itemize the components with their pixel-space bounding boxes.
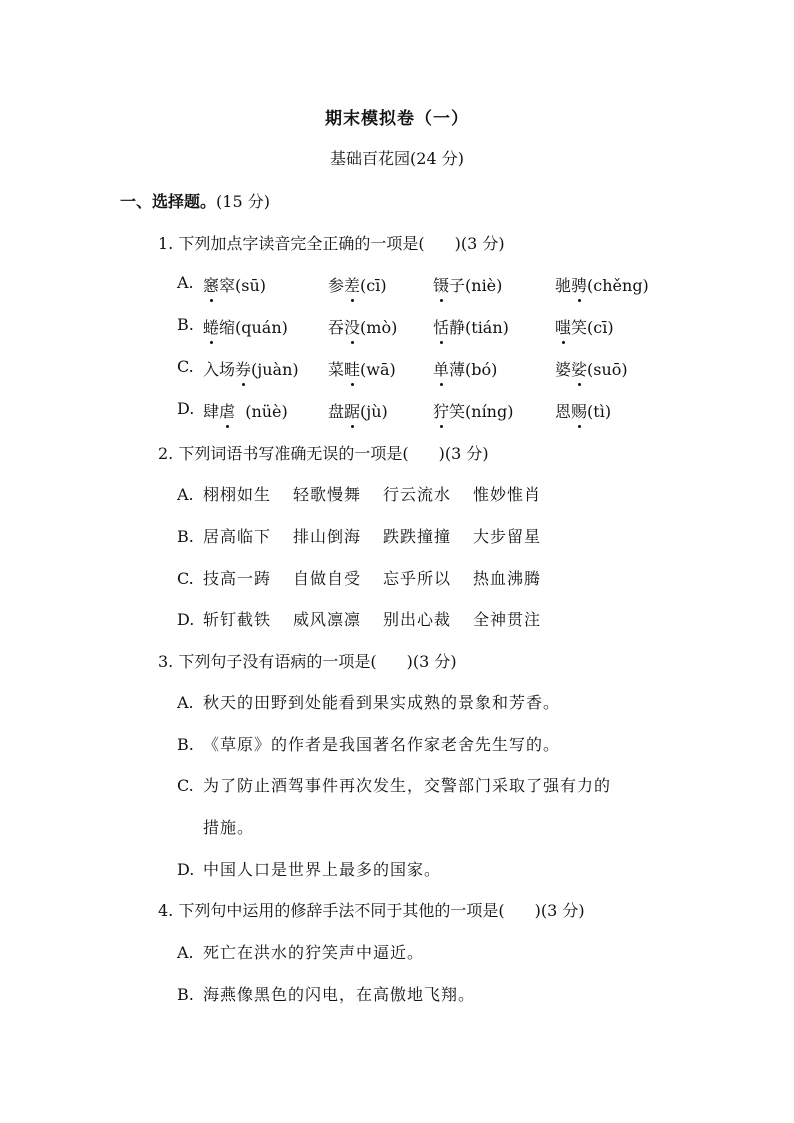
- word: 行云流水: [383, 485, 452, 504]
- q2-option-c[interactable]: C. 技高一踌 自做自受 忘乎所以 热血沸腾: [177, 566, 563, 589]
- q2-option-a[interactable]: A. 栩栩如生 轻歌慢舞 行云流水 惟妙惟肖: [177, 482, 563, 505]
- option-letter: B.: [177, 315, 194, 334]
- q1-c-item-1: 入场券(juàn): [203, 357, 299, 380]
- q1-d-item-4: 恩赐(tì): [555, 399, 611, 422]
- dotted-char: 娑: [571, 357, 587, 380]
- question-3-text: 3. 下列句子没有语病的一项是(: [158, 652, 377, 671]
- section-heading: [120, 189, 270, 212]
- dotted-char: 没: [344, 315, 360, 338]
- q1-d-item-2: 盘踞(jù): [328, 399, 388, 422]
- dotted-char: 嗤: [555, 315, 571, 338]
- word: 全神贯注: [473, 610, 542, 629]
- q2-option-b[interactable]: B. 居高临下 排山倒海 跌跌撞撞 大步留星: [177, 524, 563, 547]
- question-4-text: 4. 下列句中运用的修辞手法不同于其他的一项是(: [158, 901, 505, 920]
- question-1-score: )(3 分): [454, 234, 505, 253]
- section-label: 一、选择题。: [120, 192, 217, 211]
- q3-option-d[interactable]: D. 中国人口是世界上最多的国家。: [177, 860, 442, 879]
- option-letter: A.: [177, 273, 194, 292]
- word: 居高临下: [203, 527, 272, 546]
- q1-d-item-3: 狞笑(níng): [433, 399, 513, 422]
- q3-option-c[interactable]: C. 为了防止酒驾事件再次发生，交警部门采取了强有力的: [177, 776, 612, 795]
- word: 忘乎所以: [383, 569, 452, 588]
- option-text: 《草原》的作者是我国著名作家老舍先生写的。: [203, 735, 561, 754]
- dotted-char: 差: [344, 273, 360, 296]
- q3-option-c-continuation: 措施。: [203, 818, 255, 837]
- q1-option-b[interactable]: [177, 315, 203, 334]
- q1-b-item-4: 嗤笑(cī): [555, 315, 614, 338]
- word: 大步留星: [473, 527, 542, 546]
- q3-option-b[interactable]: B. 《草原》的作者是我国著名作家老舍先生写的。: [177, 735, 561, 754]
- word: 热血沸腾: [473, 569, 542, 588]
- option-text: 死亡在洪水的狞笑声中逼近。: [203, 943, 425, 962]
- question-1-text: 1. 下列加点字读音完全正确的一项是(: [158, 234, 425, 253]
- dotted-char: 赐: [571, 399, 587, 422]
- q1-a-item-3: 镊子(niè): [433, 273, 502, 296]
- q1-d-item-1: 肆虐 (nüè): [203, 399, 288, 422]
- page-title: 期末模拟卷（一）: [325, 109, 469, 129]
- dotted-char: 踞: [344, 399, 360, 422]
- q1-c-item-2: 菜畦(wā): [328, 357, 396, 380]
- dotted-char: 券: [235, 357, 251, 380]
- dotted-char: 骋: [571, 273, 587, 296]
- dotted-char: 单: [433, 357, 449, 380]
- word: 斩钉截铁: [203, 610, 272, 629]
- q1-option-a[interactable]: [177, 273, 203, 292]
- question-2-text: 2. 下列词语书写准确无误的一项是(: [158, 444, 409, 463]
- page-subtitle: 基础百花园(24 分): [330, 149, 464, 168]
- dotted-char: 蜷: [203, 315, 219, 338]
- q1-b-item-3: 恬静(tián): [433, 315, 509, 338]
- question-1-stem: [158, 231, 505, 254]
- q1-c-item-4: 婆娑(suō): [555, 357, 628, 380]
- q1-option-d[interactable]: [177, 399, 203, 418]
- word: 惟妙惟肖: [473, 485, 542, 504]
- q1-option-c[interactable]: [177, 357, 203, 376]
- word: 跌跌撞撞: [383, 527, 452, 546]
- q1-b-item-2: 吞没(mò): [328, 315, 397, 338]
- word: 轻歌慢舞: [293, 485, 362, 504]
- q4-option-b[interactable]: B. 海燕像黑色的闪电，在高傲地飞翔。: [177, 985, 476, 1004]
- q1-c-item-3: 单薄(bó): [433, 357, 497, 380]
- section-score: (15 分): [216, 192, 270, 211]
- word: 别出心裁: [383, 610, 452, 629]
- dotted-char: 恬: [433, 315, 449, 338]
- dotted-char: 窸: [203, 273, 219, 296]
- option-text: 海燕像黑色的闪电，在高傲地飞翔。: [203, 985, 476, 1004]
- question-3-score: )(3 分): [406, 652, 457, 671]
- word: 栩栩如生: [203, 485, 272, 504]
- question-4-score: )(3 分): [534, 901, 585, 920]
- word: 排山倒海: [293, 527, 362, 546]
- q1-a-item-1: 窸窣(sū): [203, 273, 266, 296]
- q2-option-d[interactable]: D. 斩钉截铁 威风凛凛 别出心裁 全神贯注: [177, 607, 563, 630]
- question-2-score: )(3 分): [438, 444, 489, 463]
- question-3-stem: [158, 649, 457, 672]
- word: 威风凛凛: [293, 610, 362, 629]
- q1-b-item-1: 蜷缩(quán): [203, 315, 288, 338]
- q3-option-a[interactable]: A. 秋天的田野到处能看到果实成熟的景象和芳香。: [177, 693, 561, 712]
- question-4-stem: [158, 898, 585, 921]
- option-letter: C.: [177, 357, 194, 376]
- q1-a-item-2: 参差(cī): [328, 273, 387, 296]
- q4-option-a[interactable]: A. 死亡在洪水的狞笑声中逼近。: [177, 943, 425, 962]
- word: 技高一踌: [203, 569, 272, 588]
- option-text: 中国人口是世界上最多的国家。: [203, 860, 442, 879]
- q1-a-item-4: 驰骋(chěng): [555, 273, 649, 296]
- dotted-char: 畦: [344, 357, 360, 380]
- word: 自做自受: [293, 569, 362, 588]
- option-text: 秋天的田野到处能看到果实成熟的景象和芳香。: [203, 693, 561, 712]
- dotted-char: 狞: [433, 399, 449, 422]
- dotted-char: 虐: [219, 399, 235, 422]
- option-text: 为了防止酒驾事件再次发生，交警部门采取了强有力的: [203, 776, 612, 795]
- dotted-char: 镊: [433, 273, 449, 296]
- option-letter: D.: [177, 399, 195, 418]
- question-2-stem: [158, 441, 489, 464]
